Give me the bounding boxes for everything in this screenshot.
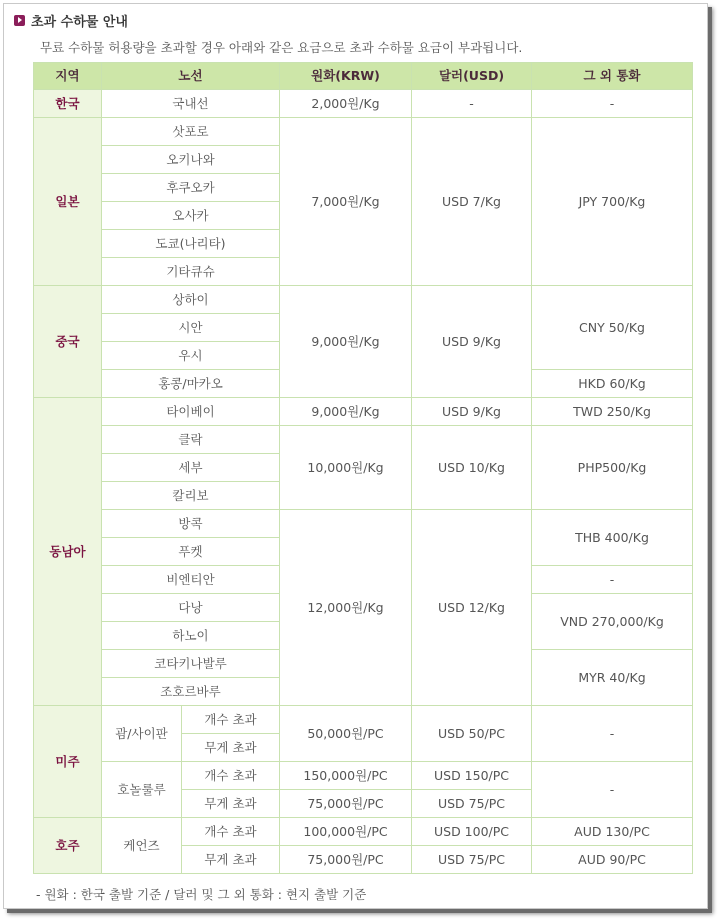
table-row [34, 510, 693, 538]
krw-cell: 12,000원/Kg [280, 510, 412, 706]
table-row [34, 118, 693, 146]
route-cell: 삿포로 [102, 118, 280, 146]
footnote: - 원화 : 한국 출발 기준 / 달러 및 그 외 통화 : 현지 출발 기준 [36, 887, 367, 902]
region-cell: 미주 [34, 706, 102, 818]
route-cell: 다낭 [102, 594, 280, 622]
criteria-cell: 개수 초과 [182, 818, 280, 846]
table-row [34, 706, 693, 734]
other-currency-cell: - [532, 706, 693, 762]
other-currency-cell: VND 270,000/Kg [532, 594, 693, 650]
usd-cell: USD 7/Kg [412, 118, 532, 286]
route-cell: 기타큐슈 [102, 258, 280, 286]
route-cell: 괌/사이판 [102, 706, 182, 762]
table-row [34, 398, 693, 426]
route-cell: 상하이 [102, 286, 280, 314]
route-cell: 클락 [102, 426, 280, 454]
route-cell: 호놀룰루 [102, 762, 182, 818]
route-cell: 타이베이 [102, 398, 280, 426]
usd-cell: USD 100/PC [412, 818, 532, 846]
other-currency-cell: AUD 90/PC [532, 846, 693, 874]
krw-cell: 9,000원/Kg [280, 286, 412, 398]
route-cell: 케언즈 [102, 818, 182, 874]
route-cell: 하노이 [102, 622, 280, 650]
other-currency-cell: CNY 50/Kg [532, 286, 693, 370]
excess-baggage-table [33, 62, 693, 874]
region-cell: 호주 [34, 818, 102, 874]
region-cell: 중국 [34, 286, 102, 398]
usd-cell: USD 75/PC [412, 846, 532, 874]
intro-text: 무료 수하물 허용량을 초과할 경우 아래와 같은 요금으로 초과 수하물 요금이 부과됩니다. [40, 40, 523, 55]
criteria-cell: 개수 초과 [182, 706, 280, 734]
criteria-cell: 무게 초과 [182, 846, 280, 874]
usd-cell: USD 9/Kg [412, 398, 532, 426]
region-cell: 일본 [34, 118, 102, 286]
usd-cell: USD 10/Kg [412, 426, 532, 510]
other-currency-cell: THB 400/Kg [532, 510, 693, 566]
region-cell: 동남아 [34, 398, 102, 706]
other-currency-cell: JPY 700/Kg [532, 118, 693, 286]
other-currency-cell: MYR 40/Kg [532, 650, 693, 706]
route-cell: 방콕 [102, 510, 280, 538]
krw-cell: 50,000원/PC [280, 706, 412, 762]
krw-cell: 10,000원/Kg [280, 426, 412, 510]
krw-cell: 100,000원/PC [280, 818, 412, 846]
usd-cell: USD 9/Kg [412, 286, 532, 398]
route-cell: 국내선 [102, 90, 280, 118]
route-cell: 오키나와 [102, 146, 280, 174]
usd-cell: USD 75/PC [412, 790, 532, 818]
header-krw: 원화(KRW) [280, 63, 412, 90]
other-currency-cell: PHP500/Kg [532, 426, 693, 510]
usd-cell: - [412, 90, 532, 118]
other-currency-cell: - [532, 566, 693, 594]
header-route: 노선 [102, 63, 280, 90]
header-usd: 달러(USD) [412, 63, 532, 90]
other-currency-cell: AUD 130/PC [532, 818, 693, 846]
krw-cell: 9,000원/Kg [280, 398, 412, 426]
criteria-cell: 개수 초과 [182, 762, 280, 790]
route-cell: 홍콩/마카오 [102, 370, 280, 398]
usd-cell: USD 12/Kg [412, 510, 532, 706]
krw-cell: 7,000원/Kg [280, 118, 412, 286]
route-cell: 조호르바루 [102, 678, 280, 706]
header-region: 지역 [34, 63, 102, 90]
other-currency-cell: TWD 250/Kg [532, 398, 693, 426]
table-row [34, 286, 693, 314]
other-currency-cell: HKD 60/Kg [532, 370, 693, 398]
section-heading [14, 11, 128, 29]
table-header-row [34, 63, 693, 90]
header-other: 그 외 통화 [532, 63, 693, 90]
route-cell: 오사카 [102, 202, 280, 230]
route-cell: 세부 [102, 454, 280, 482]
table-row [34, 818, 693, 846]
usd-cell: USD 50/PC [412, 706, 532, 762]
other-currency-cell: - [532, 90, 693, 118]
route-cell: 도쿄(나리타) [102, 230, 280, 258]
route-cell: 우시 [102, 342, 280, 370]
route-cell: 비엔티안 [102, 566, 280, 594]
route-cell: 후쿠오카 [102, 174, 280, 202]
route-cell: 시안 [102, 314, 280, 342]
krw-cell: 75,000원/PC [280, 790, 412, 818]
section-title: 초과 수하물 안내 [31, 14, 128, 30]
table-row [34, 90, 693, 118]
usd-cell: USD 150/PC [412, 762, 532, 790]
chevron-right-icon [14, 15, 25, 26]
krw-cell: 75,000원/PC [280, 846, 412, 874]
region-cell: 한국 [34, 90, 102, 118]
criteria-cell: 무게 초과 [182, 790, 280, 818]
table-row [34, 426, 693, 454]
table-row [34, 762, 693, 790]
route-cell: 칼리보 [102, 482, 280, 510]
krw-cell: 150,000원/PC [280, 762, 412, 790]
criteria-cell: 무게 초과 [182, 734, 280, 762]
other-currency-cell: - [532, 762, 693, 818]
krw-cell: 2,000원/Kg [280, 90, 412, 118]
route-cell: 푸켓 [102, 538, 280, 566]
route-cell: 코타키나발루 [102, 650, 280, 678]
